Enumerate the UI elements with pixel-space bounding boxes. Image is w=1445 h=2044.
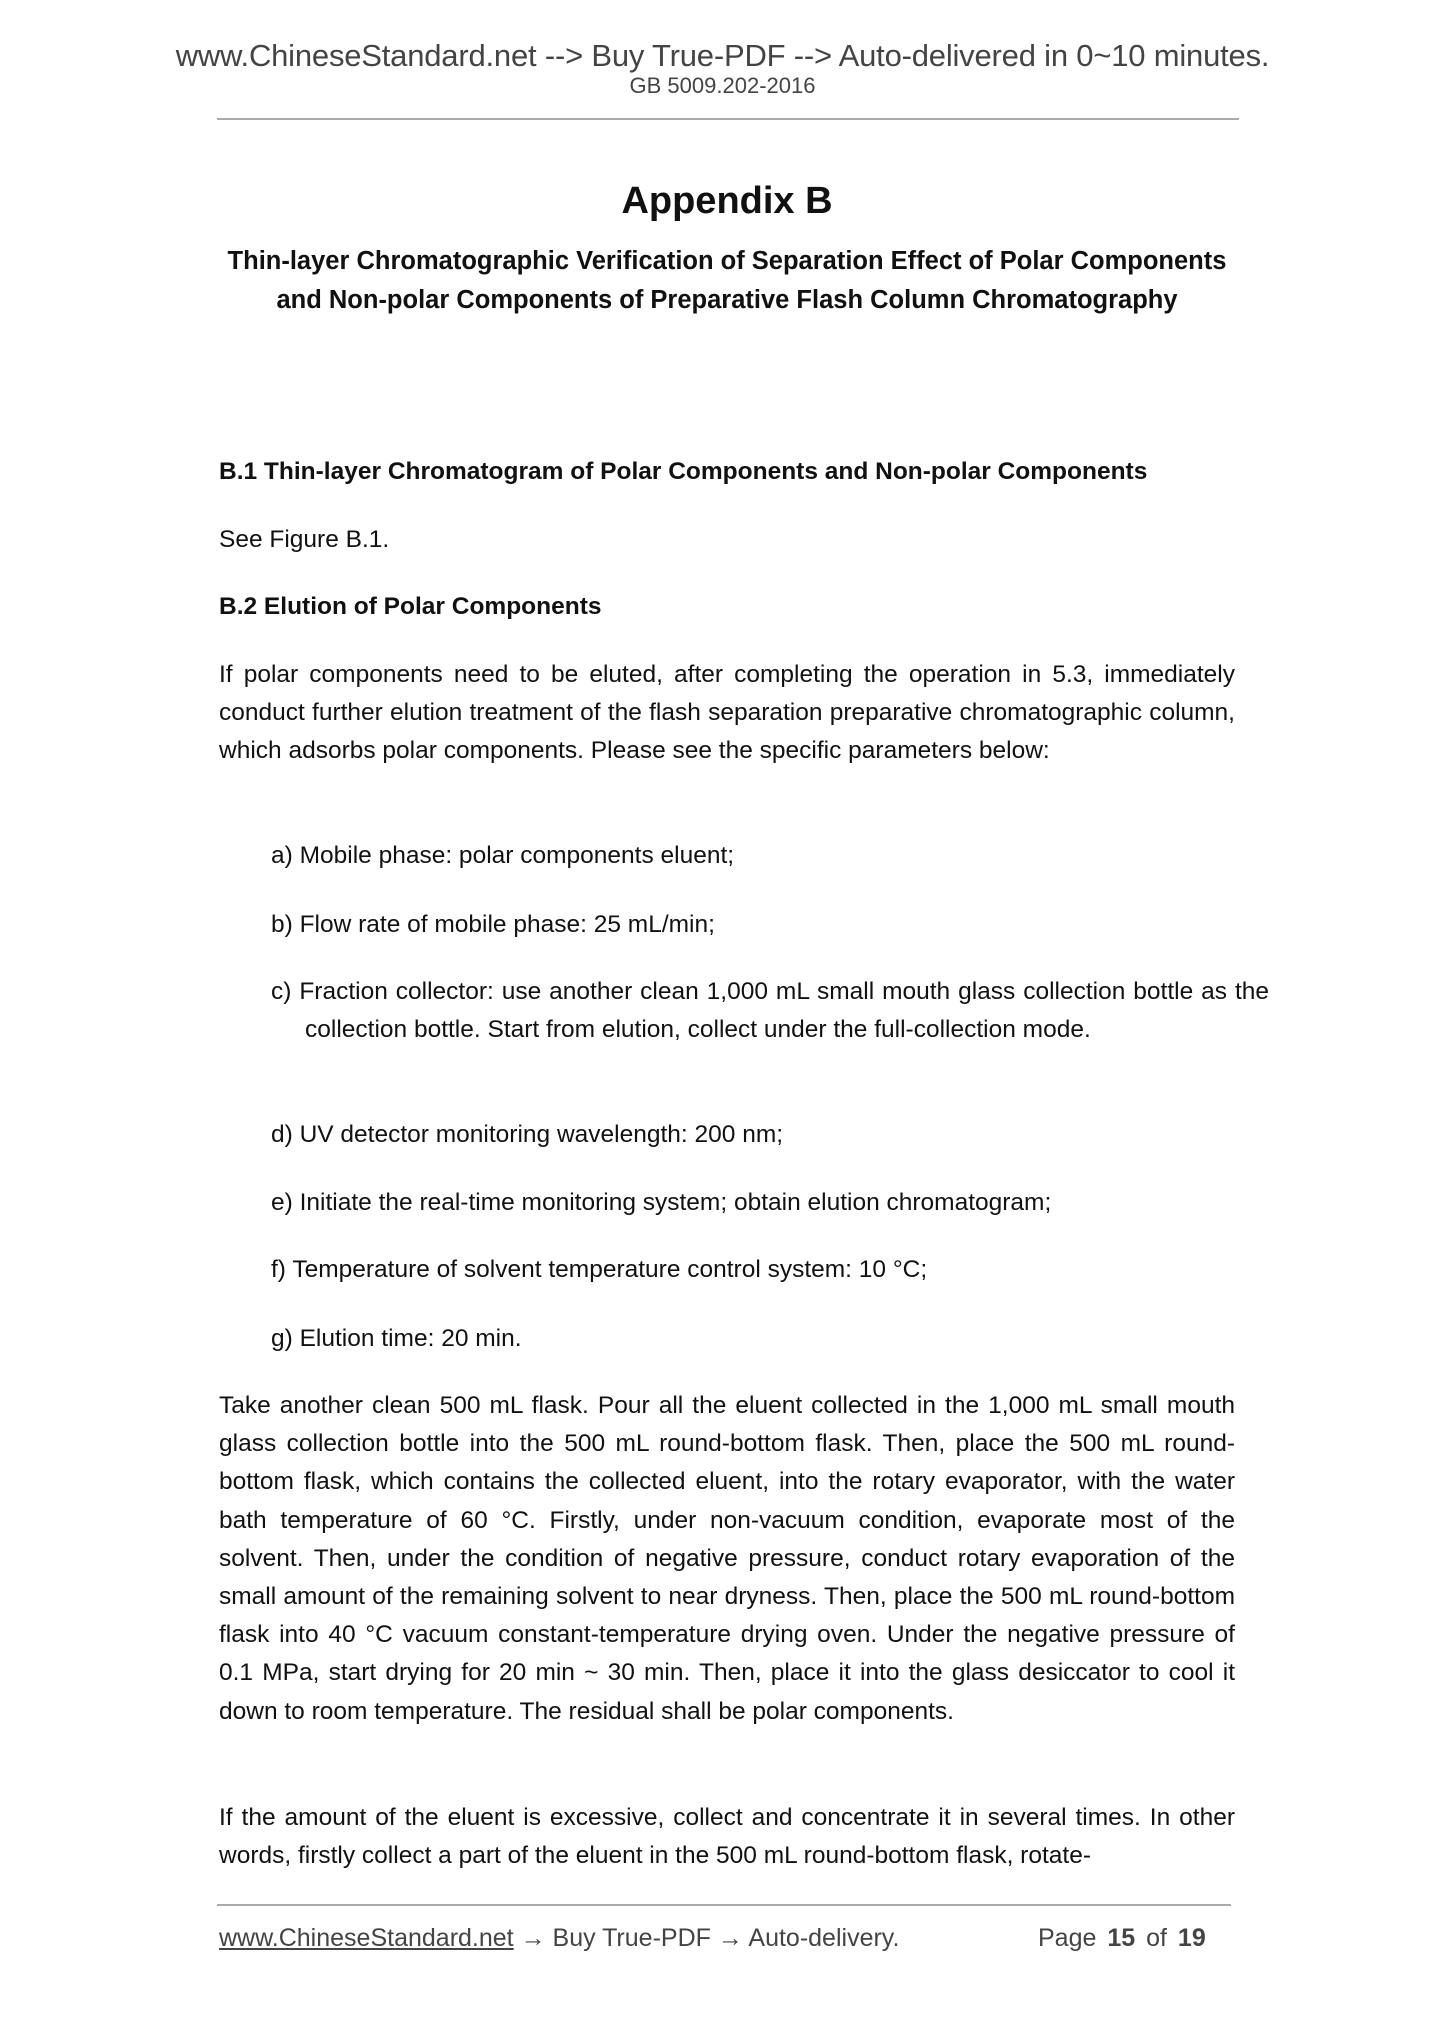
page-current: 15	[1107, 1924, 1136, 1952]
page-indicator	[1038, 1924, 1206, 1953]
standard-number: GB 5009.202-2016	[629, 73, 816, 98]
section-b2-heading: B.2 Elution of Polar Components	[219, 593, 602, 620]
page-of: of	[1146, 1924, 1167, 1952]
list-item: f) Temperature of solvent temperature control system: 10 °C;	[271, 1256, 928, 1283]
header-banner: www.ChineseStandard.net --> Buy True-PDF --> Auto-delivered in 0~10 minutes.	[175, 38, 1270, 73]
appendix-title: Appendix B	[621, 180, 833, 222]
list-item: d) UV detector monitoring wavelength: 200 nm;	[271, 1121, 784, 1148]
section-b2-intro: If polar components need to be eluted, after completing the operation in 5.3, immediately conduct further elution treatment of the flash separation preparative chromatographic column, which adsorbs polar components. Please see the specific parameters below:	[219, 661, 1235, 765]
list-item: a) Mobile phase: polar components eluent;	[271, 842, 735, 869]
footer-tagline: → Buy True-PDF → Auto-delivery.	[513, 1924, 900, 1952]
list-item: e) Initiate the real-time monitoring system; obtain elution chromatogram;	[271, 1189, 1052, 1216]
paragraph-excess-eluent: If the amount of the eluent is excessive, collect and concentrate it in several times. In other words, firstly collect a part of the eluent in the 500 mL round-bottom flask, rotate-	[219, 1804, 1235, 1870]
list-item: c) Fraction collector: use another clean 1,000 mL small mouth glass collection bottle as the collection bottle. Start from elution, collect under the full-collection mode.	[271, 978, 1269, 1044]
section-b1-text: See Figure B.1.	[219, 526, 390, 553]
section-b1-heading: B.1 Thin-layer Chromatogram of Polar Components and Non-polar Components	[219, 458, 1148, 485]
appendix-subtitle: Thin-layer Chromatographic Verification of Separation Effect of Polar Components and Non-polar Components of Preparative Flash Column Chromatography	[227, 247, 1227, 314]
footer-text	[219, 1924, 899, 1953]
list-item: b) Flow rate of mobile phase: 25 mL/min;	[271, 911, 715, 938]
paragraph-concentration: Take another clean 500 mL flask. Pour all the eluent collected in the 1,000 mL small mouth glass collection bottle into the 500 mL round-bottom flask. Then, place the 500 mL round-bottom flask, which contains the collected eluent, into the rotary evaporator, with the water bath temperature of 60 °C. Firstly, under non-vacuum condition, evaporate most of the solvent. Then, under the condition of negative pressure, conduct rotary evaporation of the small amount of the remaining solvent to near dryness. Then, place the 500 mL round-bottom flask into 40 °C vacuum constant-temperature drying oven. Under the negative pressure of 0.1 MPa, start drying for 20 min ~ 30 min. Then, place it into the glass desiccator to cool it down to room temperature. The residual shall be polar components.	[219, 1392, 1235, 1725]
footer-divider	[217, 1904, 1231, 1906]
footer-link[interactable]: www.ChineseStandard.net	[219, 1924, 514, 1952]
header-divider	[217, 118, 1239, 120]
list-item: g) Elution time: 20 min.	[271, 1325, 522, 1352]
page-label: Page	[1038, 1924, 1097, 1952]
page-total: 19	[1177, 1924, 1206, 1952]
